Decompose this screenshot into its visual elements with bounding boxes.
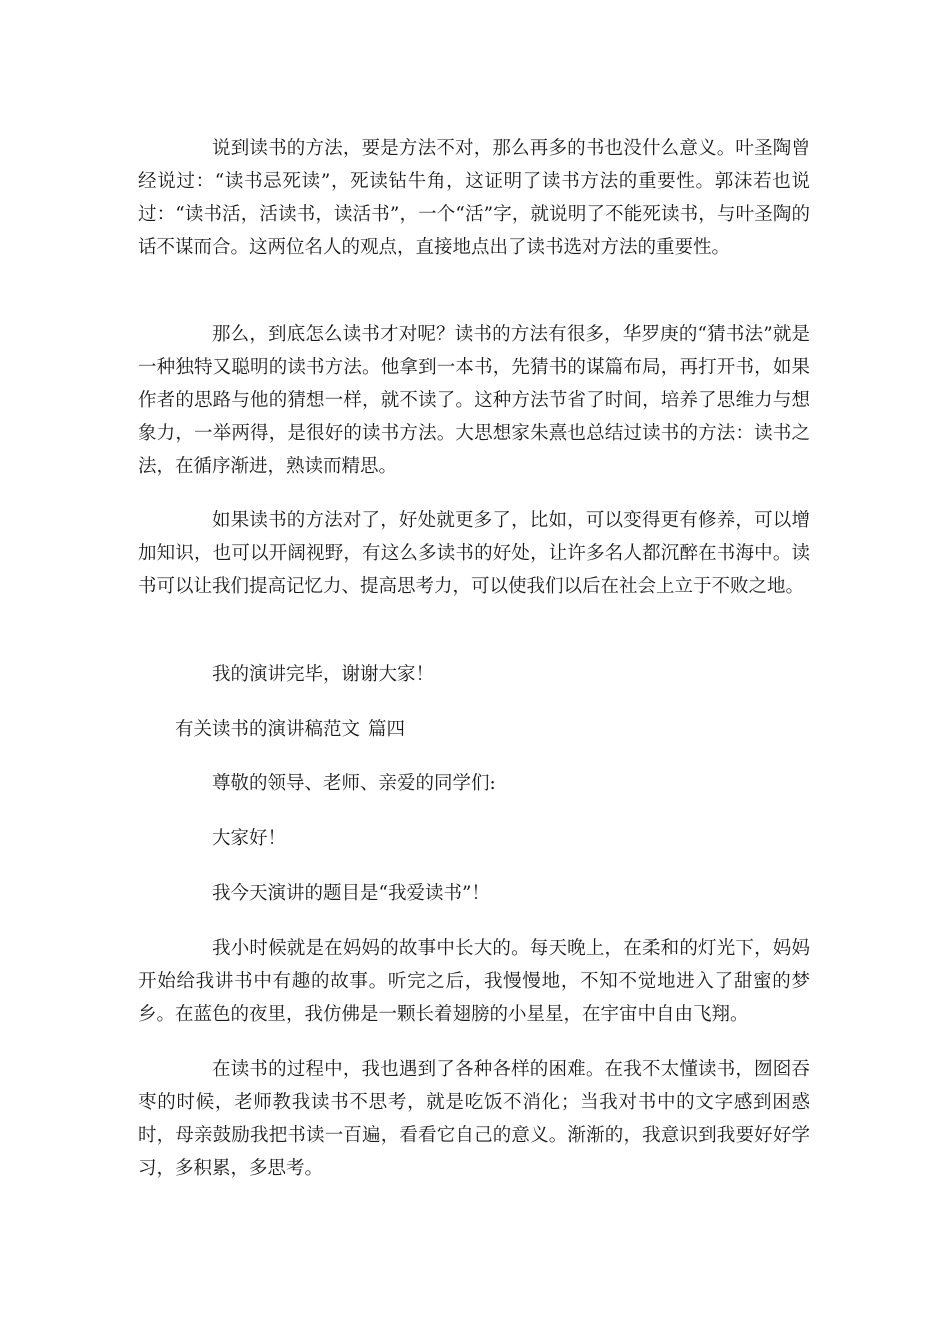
paragraph-reading-difficulties: 在读书的过程中，我也遇到了各种各样的困难。在我不太懂读书，囫囵吞枣的时候，老师教我读书不思考，就是吃饭不消化；当我对书中的文字感到困惑时，母亲鼓励我把书读一百遍，看看它自己的意义。渐渐的，我意识到我要好好学习，多积累，多思考。 (138, 1059, 810, 1179)
paragraph-benefits-of-reading: 如果读书的方法对了，好处就更多了，比如，可以变得更有修养，可以增加知识，也可以开阔视野，有这么多读书的好处，让许多名人都沉醉在书海中。读书可以让我们提高记忆力、提高思考力，可以使我们以后在社会上立于不败之地。 (138, 510, 810, 597)
paragraph-childhood-stories: 我小时候就是在妈妈的故事中长大的。每天晚上，在柔和的灯光下，妈妈开始给我讲书中有趣的故事。听完之后，我慢慢地，不知不觉地进入了甜蜜的梦乡。在蓝色的夜里，我仿佛是一颗长着翅膀的小星星，在宇宙中自由飞翔。 (138, 938, 810, 1025)
section-heading (175, 713, 405, 746)
paragraph-greeting: 大家好！ (212, 828, 287, 849)
section-heading-part: 篇四 (368, 719, 406, 740)
paragraph-salutation: 尊敬的领导、老师、亲爱的同学们: (212, 773, 496, 794)
paragraph-reading-method-importance: 说到读书的方法，要是方法不对，那么再多的书也没什么意义。叶圣陶曾经说过：“读书忌死读”，死读钻牛角，这证明了读书方法的重要性。郭沫若也说过：“读书活，活读书，读活书”，一个“活”字，就说明了不能死读书，与叶圣陶的话不谋而合。这两位名人的观点，直接地点出了读书选对方法的重要性。 (138, 138, 810, 258)
paragraph-how-to-read: 那么，到底怎么读书才对呢？读书的方法有很多，华罗庚的“猜书法”就是一种独特又聪明的读书方法。他拿到一本书，先猜书的谋篇布局，再打开书，如果作者的思路与他的猜想一样，就不读了。这种方法节省了时间，培养了思维力与想象力，一举两得，是很好的读书方法。大思想家朱熹也总结过读书的方法：读书之法，在循序渐进，熟读而精思。 (138, 324, 810, 477)
paragraph-speech-closing: 我的演讲完毕，谢谢大家！ (212, 664, 435, 685)
section-heading-title: 有关读书的演讲稿范文 (175, 719, 361, 740)
paragraph-speech-topic: 我今天演讲的题目是“我爱读书”！ (212, 883, 490, 904)
